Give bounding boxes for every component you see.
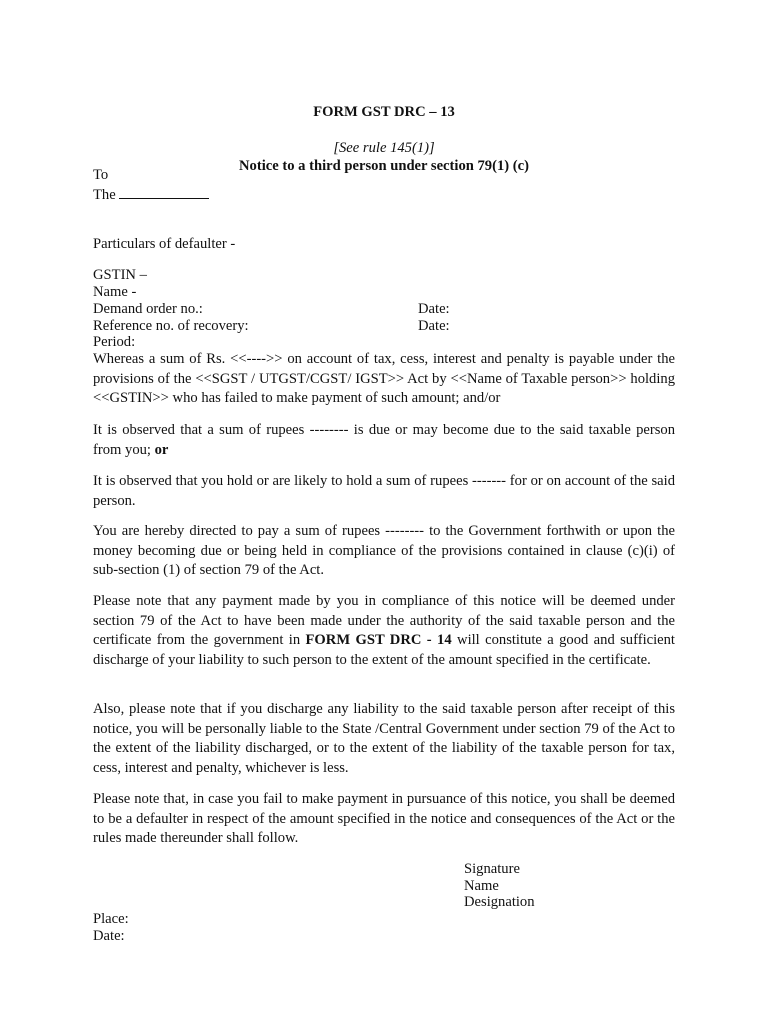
paragraph-observed-due-text: It is observed that a sum of rupees -------- is due or may become due to the said taxable person from you;	[93, 422, 675, 458]
signature-name-label: Name	[464, 878, 499, 894]
designation-label: Designation	[464, 894, 535, 910]
paragraph-observed-hold: It is observed that you hold or are likely to hold a sum of rupees ------- for or on account of the said person.	[93, 473, 675, 509]
notice-subtitle: Notice to a third person under section 79(1) (c)	[239, 158, 529, 174]
the-line	[93, 186, 209, 204]
place-label: Place:	[93, 911, 129, 927]
paragraph-default-consequences: Please note that, in case you fail to make payment in pursuance of this notice, you shall be deemed to be a defaulter in respect of the amount specified in the notice and consequences of the Act or the rules made thereunder shall follow.	[93, 791, 675, 847]
defaulter-heading: Particulars of defaulter -	[93, 236, 236, 252]
rule-reference: [See rule 145(1)]	[333, 140, 435, 156]
the-label: The	[93, 187, 116, 203]
paragraph-personal-liability: Also, please note that if you discharge any liability to the said taxable person after receipt of this notice, you will be personally liable to the State /Central Government under section 79 of the Act to the extent of the liability discharged, or to the extent of the liability of the taxable person for tax, cess, interest and penalty, whichever is less.	[93, 701, 675, 776]
or-emphasis: or	[154, 441, 169, 458]
demand-order-label: Demand order no.:	[93, 301, 203, 317]
period-label: Period:	[93, 334, 136, 350]
paragraph-directed-to-pay: You are hereby directed to pay a sum of rupees -------- to the Government forthwith or upon the money becoming due or being held in compliance of the provisions contained in clause (c)(i) of sub-section (1) of section 79 of the Act.	[93, 523, 675, 579]
form-title: FORM GST DRC – 13	[313, 104, 455, 120]
date-label: Date:	[93, 928, 125, 944]
addressee-blank	[119, 186, 209, 199]
name-label: Name -	[93, 284, 137, 300]
paragraph-whereas: Whereas a sum of Rs. <<---->> on account of tax, cess, interest and penalty is payable under the provisions of the <<SGST / UTGST/CGST/ IGST>> Act by <<Name of Taxable person>> holding <<GSTIN>> who has failed to make payment of such amount; and/or	[93, 351, 675, 407]
signature-label: Signature	[464, 861, 520, 877]
paragraph-payment-note	[93, 592, 675, 670]
gstin-label: GSTIN –	[93, 267, 147, 283]
demand-date-label: Date:	[418, 301, 450, 317]
reference-label: Reference no. of recovery:	[93, 318, 249, 334]
payment-note-pre: Please note that any payment made by you in compliance of this notice will be deemed under section 79 of the Act to have been made under the authority of the said taxable person and the certificate from the government in	[93, 593, 675, 649]
to-label: To	[93, 167, 109, 183]
form-drc-14-reference: FORM GST DRC - 14	[305, 632, 452, 649]
paragraph-observed-due	[93, 421, 675, 460]
payment-note-post: will constitute a good and sufficient discharge of your liability to such person to the extent of the amount specified in the certificate.	[93, 632, 675, 668]
reference-date-label: Date:	[418, 318, 450, 334]
